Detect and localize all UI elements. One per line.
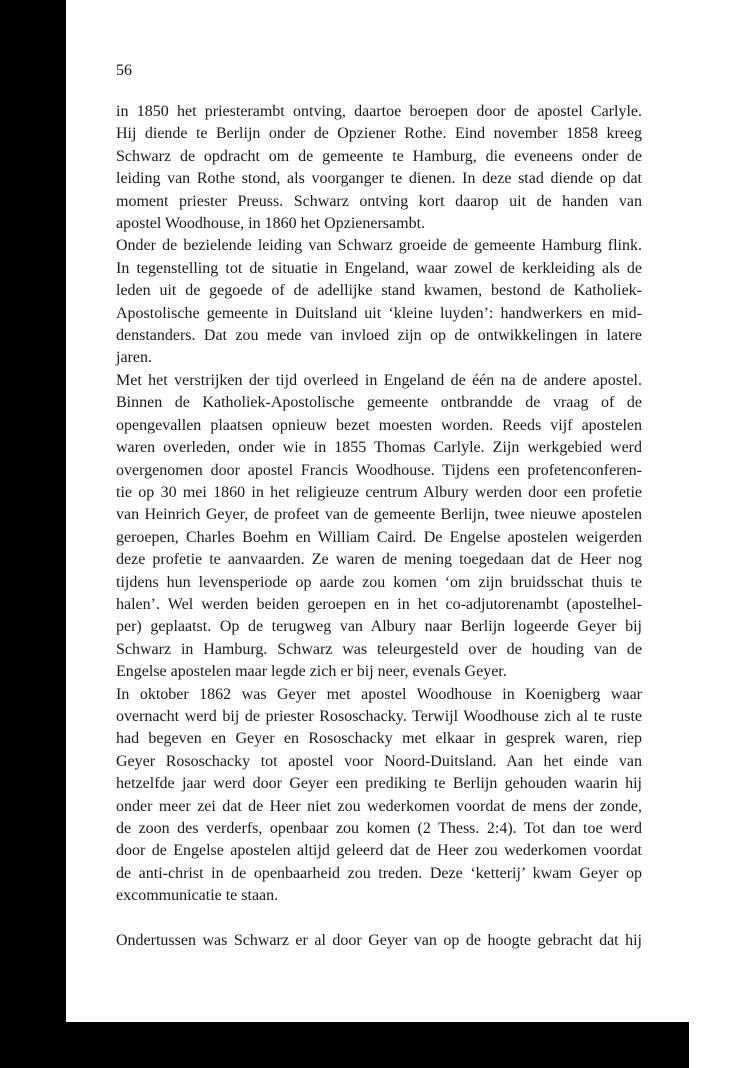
text-line: jaren. [116, 349, 152, 367]
text-line: Geyer Rososchacky tot apostel voor Noord-Duitsland. Aan het einde van [116, 752, 642, 770]
paragraph [116, 235, 642, 369]
text-line: In tegenstelling tot de situatie in Engeland, waar zowel de kerkleiding als de [116, 259, 642, 277]
text-line: Onder de bezielende leiding van Schwarz groeide de gemeente Hamburg flink. [116, 237, 642, 255]
text-line: per) geplaatst. Op de terugweg van Albury naar Berlijn logeerde Geyer bij [116, 618, 642, 636]
text-line: Apostolische gemeente in Duitsland uit ‘kleine luyden’: handwerkers en mid- [116, 304, 642, 322]
text-line: deze profetie te aanvaarden. Ze waren de mening toegedaan dat de Heer nog [116, 551, 642, 569]
scan-border-left [0, 0, 66, 1068]
text-line: Hij diende te Berlijn onder de Opziener Rothe. Eind november 1858 kreeg [116, 125, 642, 143]
text-line: overgenomen door apostel Francis Woodhouse. Tijdens een profetenconferen- [116, 461, 642, 479]
text-line: apostel Woodhouse, in 1860 het Opzienersambt. [116, 215, 426, 233]
paragraph [116, 101, 642, 235]
text-line: In oktober 1862 was Geyer met apostel Woodhouse in Koenigberg waar [116, 685, 642, 703]
text-line: Schwarz in Hamburg. Schwarz was teleurgesteld over de houding van de [116, 640, 642, 658]
text-line: tie op 30 mei 1860 in het religieuze centrum Albury werden door een profetie [116, 483, 642, 501]
text-line: in 1850 het priesterambt ontving, daartoe beroepen door de apostel Carlyle. [116, 103, 642, 120]
text-line: leiding van Rothe stond, als voorganger te dienen. In deze stad diende op dat [116, 170, 642, 188]
text-line: waren overleden, onder wie in 1855 Thomas Carlyle. Zijn werkgebied werd [116, 439, 642, 457]
text-line: hetzelfde jaar werd door Geyer een prediking te Berlijn gehouden waarin hij [116, 775, 642, 793]
text-line: de anti-christ in de openbaarheid zou treden. Deze ‘ketterij’ kwam Geyer op [116, 864, 642, 882]
text-line: onder meer zei dat de Heer niet zou wederkomen voordat de mens der zonde, [116, 797, 642, 815]
text-line: Ondertussen was Schwarz er al door Geyer van op de hoogte gebracht dat hij [116, 932, 642, 950]
text-line: Binnen de Katholiek-Apostolische gemeente ontbrandde de vraag of de [116, 394, 642, 412]
text-line: van Heinrich Geyer, de profeet van de gemeente Berlijn, twee nieuwe apostelen [116, 506, 642, 524]
body-text [116, 101, 642, 952]
text-line: Schwarz de opdracht om de gemeente te Hamburg, die eveneens onder de [116, 147, 642, 165]
text-line: Engelse apostelen maar legde zich er bij neer, evenals Geyer. [116, 663, 507, 681]
text-line: halen’. Wel werden beiden geroepen en in het co-adjutorenambt (apostelhel- [116, 595, 642, 613]
page-number: 56 [116, 62, 132, 79]
text-line: door de Engelse apostelen altijd geleerd dat de Heer zou wederkomen voordat [116, 842, 642, 860]
paragraph [116, 370, 642, 684]
paragraph [116, 930, 642, 952]
scan-border-bottom [0, 1022, 689, 1068]
paragraph [116, 684, 642, 908]
text-line: leden uit de gegoede of de adellijke stand kwamen, bestond de Katholiek- [116, 282, 642, 300]
text-line: overnacht werd bij de priester Rososchacky. Terwijl Woodhouse zich al te ruste [116, 707, 642, 725]
text-line: had begeven en Geyer en Rososchacky met elkaar in gesprek waren, riep [116, 730, 642, 748]
text-line: de zoon des verderfs, openbaar zou komen (2 Thess. 2:4). Tot dan toe werd [116, 820, 642, 837]
text-line: excommunicatie te staan. [116, 887, 279, 905]
text-line: geroepen, Charles Boehm en William Caird. De Engelse apostelen weigerden [116, 528, 642, 546]
text-line: Met het verstrijken der tijd overleed in Engeland de één na de andere apostel. [116, 371, 642, 389]
text-line: opengevallen plaatsen opnieuw bezet moesten worden. Reeds vijf apostelen [116, 416, 642, 434]
text-line: tijdens hun levensperiode op aarde zou komen ‘om zijn bruidsschat thuis te [116, 573, 642, 591]
text-line: moment priester Preuss. Schwarz ontving kort daarop uit de handen van [116, 192, 642, 210]
text-line: denstanders. Dat zou mede van invloed zijn op de ontwikkelingen in latere [116, 327, 642, 345]
